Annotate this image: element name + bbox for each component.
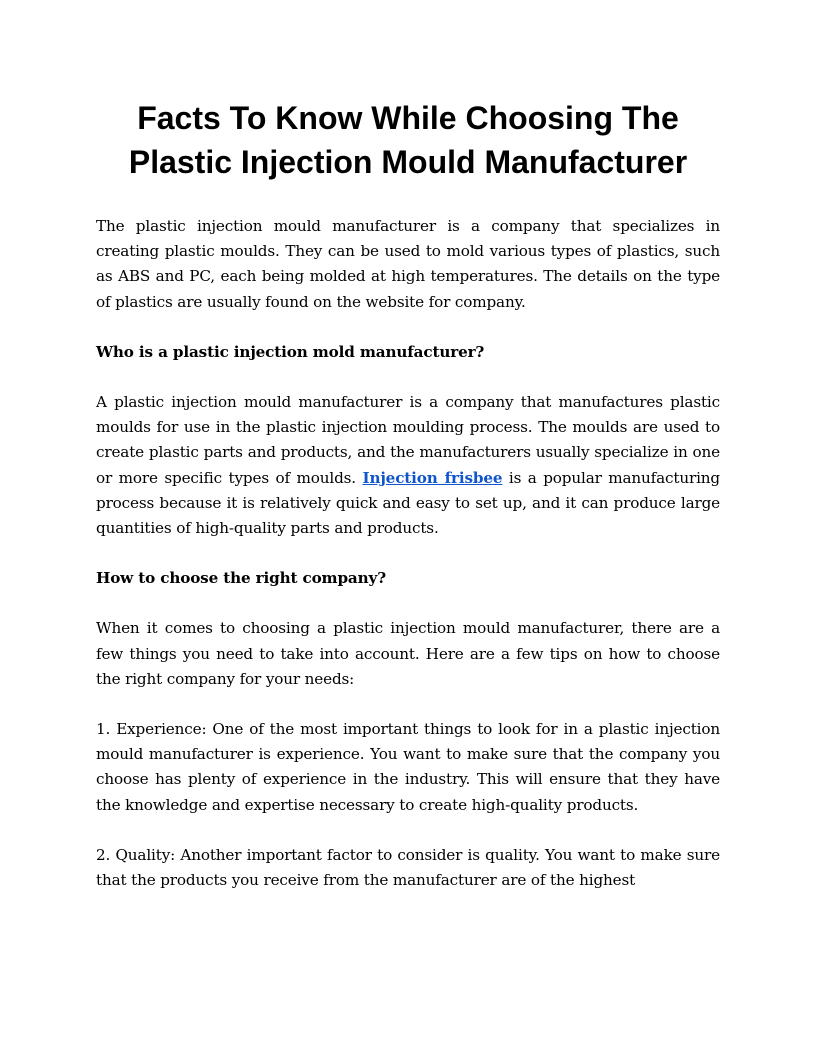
who-text-before-link: A plastic injection mould manufacturer is a company that manufactures plastic moulds for use in the plastic injection moulding process. The moulds are used to create plastic parts and products, and the manufacturers usually specialize in one or more specific types of moulds. [96,393,720,487]
section-heading-who: Who is a plastic injection mold manufacturer? [96,342,485,361]
document-title: Facts To Know While Choosing The Plastic Injection Mould Manufacturer [128,100,688,180]
injection-frisbee-link[interactable]: Injection frisbee [362,468,503,487]
how-intro-paragraph: When it comes to choosing a plastic injection mould manufacturer, there are a few things you need to take into account. Here are a few tips on how to choose the right company for your needs: [96,619,720,688]
list-item-experience: 1. Experience: One of the most important things to look for in a plastic injection mould manufacturer is experience. You want to make sure that the company you choose has plenty of experience in the industry. This will ensure that they have the knowledge and expertise necessary to create high-quality products. [96,720,720,814]
intro-paragraph: The plastic injection mould manufacturer is a company that specializes in creating plastic moulds. They can be used to mold various types of plastics, such as ABS and PC, each being molded at high temperatures. The details on the type of plastics are usually found on the website for company. [96,217,720,311]
document-page [96,96,720,918]
section-heading-how: How to choose the right company? [96,569,386,588]
list-item-quality: 2. Quality: Another important factor to consider is quality. You want to make sure that the products you receive from the manufacturer are of the highest [96,845,720,890]
who-text-after-link: is a popular manufacturing process because it is relatively quick and easy to set up, and it can produce large quantities of high-quality parts and products. [96,468,720,538]
who-paragraph [96,390,720,541]
